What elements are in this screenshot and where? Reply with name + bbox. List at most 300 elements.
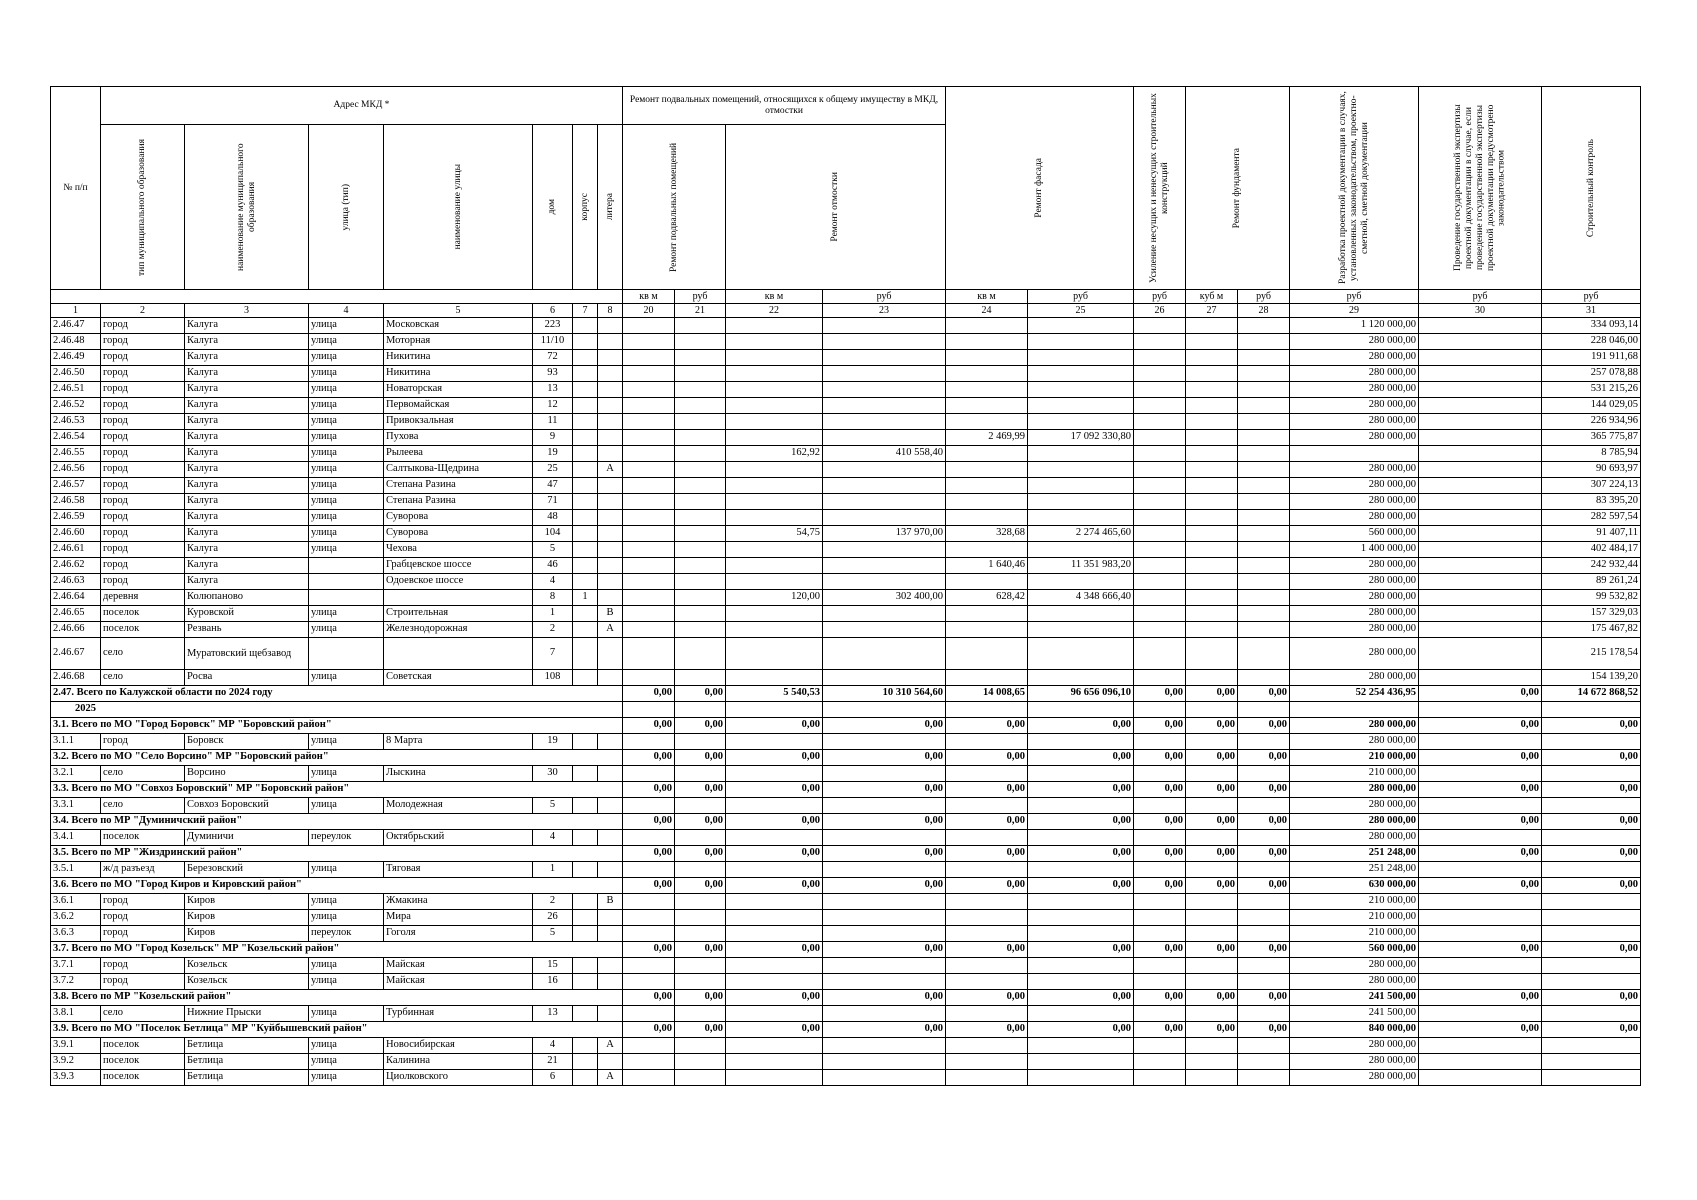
subtotal-cell: 0,00 — [675, 1022, 726, 1038]
table-row — [51, 334, 1641, 350]
table-cell: 280 000,00 — [1290, 974, 1419, 990]
table-cell — [1419, 910, 1542, 926]
table-cell — [1419, 622, 1542, 638]
subtotal-cell: 0,00 — [675, 814, 726, 830]
table-cell: Строительная — [384, 606, 533, 622]
table-cell — [1028, 414, 1134, 430]
table-cell — [1238, 414, 1290, 430]
table-cell — [1134, 798, 1186, 814]
table-row — [51, 734, 1641, 750]
subtotal-cell: 0,00 — [1542, 990, 1641, 1006]
table-cell — [1186, 526, 1238, 542]
table-cell — [1134, 606, 1186, 622]
table-cell — [726, 798, 823, 814]
table-cell — [1419, 318, 1542, 334]
table-cell — [946, 926, 1028, 942]
table-cell: улица — [309, 1070, 384, 1086]
table-cell — [1186, 414, 1238, 430]
table-cell — [1238, 510, 1290, 526]
table-row — [51, 798, 1641, 814]
table-cell: 280 000,00 — [1290, 1070, 1419, 1086]
table-cell: Муратовский щебзавод — [185, 638, 309, 670]
table-cell: 1 — [533, 862, 573, 878]
table-cell: Советская — [384, 670, 533, 686]
table-cell — [309, 558, 384, 574]
table-cell: Калуга — [185, 398, 309, 414]
table-cell: 25 — [533, 462, 573, 478]
table-cell — [1186, 958, 1238, 974]
subtotal-cell: 0,00 — [623, 942, 675, 958]
table-cell: Киров — [185, 910, 309, 926]
table-cell — [946, 334, 1028, 350]
table-cell — [573, 830, 598, 846]
column-index-cell: 29 — [1290, 304, 1419, 318]
subtotal-cell: 0,00 — [823, 718, 946, 734]
subtotal-cell: 0,00 — [623, 782, 675, 798]
subtotal-label: 3.9. Всего по МО "Поселок Бетлица" МР "Куйбышевский район" — [51, 1022, 623, 1038]
table-cell — [623, 734, 675, 750]
table-cell — [598, 862, 623, 878]
subtotal-cell: 0,00 — [1238, 990, 1290, 1006]
table-cell — [726, 862, 823, 878]
subtotal-cell: 0,00 — [823, 750, 946, 766]
subtotal-label: 3.8. Всего по МР "Козельский район" — [51, 990, 623, 1006]
table-cell — [1134, 638, 1186, 670]
table-cell — [946, 542, 1028, 558]
table-cell — [1186, 398, 1238, 414]
table-cell — [675, 606, 726, 622]
col-header-reinforcement-text: Усиление несущих и ненесущих строительных конструкций — [1148, 93, 1170, 283]
table-cell — [623, 398, 675, 414]
table-cell: 215 178,54 — [1542, 638, 1641, 670]
col-header-mo-type-text: тип муниципального образования — [137, 138, 148, 276]
table-cell: Калуга — [185, 494, 309, 510]
col-header-house — [533, 125, 573, 290]
col-header-street-type — [309, 125, 384, 290]
table-cell — [1186, 766, 1238, 782]
table-cell — [946, 702, 1028, 718]
table-row — [51, 622, 1641, 638]
table-cell: 13 — [533, 382, 573, 398]
table-cell: 280 000,00 — [1290, 606, 1419, 622]
table-cell — [675, 1038, 726, 1054]
table-cell — [1186, 910, 1238, 926]
table-cell — [598, 974, 623, 990]
table-cell — [1419, 478, 1542, 494]
table-cell — [598, 366, 623, 382]
col-header-street-name-text: наименование улицы — [452, 164, 463, 250]
table-cell — [1134, 734, 1186, 750]
table-cell: 280 000,00 — [1290, 958, 1419, 974]
table-cell — [1134, 382, 1186, 398]
table-cell: Суворова — [384, 526, 533, 542]
table-cell — [823, 398, 946, 414]
table-cell — [1186, 622, 1238, 638]
table-cell — [1028, 894, 1134, 910]
table-cell — [823, 350, 946, 366]
table-cell — [675, 494, 726, 510]
table-cell — [675, 638, 726, 670]
table-row — [51, 830, 1641, 846]
table-cell — [946, 478, 1028, 494]
table-cell — [946, 1070, 1028, 1086]
table-cell — [623, 926, 675, 942]
subtotal-cell: 0,00 — [623, 814, 675, 830]
table-cell: 99 532,82 — [1542, 590, 1641, 606]
table-cell: 280 000,00 — [1290, 1054, 1419, 1070]
table-cell — [675, 446, 726, 462]
subtotal-label: 3.4. Всего по МР "Думиничский район" — [51, 814, 623, 830]
table-cell — [1028, 366, 1134, 382]
table-cell — [309, 590, 384, 606]
table-cell — [1134, 830, 1186, 846]
column-index-cell: 3 — [185, 304, 309, 318]
col-header-building — [573, 125, 598, 290]
table-cell: 1 — [533, 606, 573, 622]
table-cell — [598, 638, 623, 670]
table-cell — [1238, 702, 1290, 718]
table-cell — [1134, 494, 1186, 510]
table-cell — [1238, 974, 1290, 990]
table-cell: Московская — [384, 318, 533, 334]
table-row — [51, 350, 1641, 366]
table-cell: Пухова — [384, 430, 533, 446]
table-cell: город — [101, 542, 185, 558]
table-cell: 280 000,00 — [1290, 414, 1419, 430]
table-cell — [675, 910, 726, 926]
col-header-num: № п/п — [51, 87, 101, 290]
table-cell — [823, 1038, 946, 1054]
table-cell — [598, 494, 623, 510]
subtotal-cell: 0,00 — [1238, 718, 1290, 734]
table-cell: Калуга — [185, 350, 309, 366]
table-cell — [384, 590, 533, 606]
table-cell: 191 911,68 — [1542, 350, 1641, 366]
table-cell — [1186, 606, 1238, 622]
subtotal-cell: 0,00 — [946, 814, 1028, 830]
table-cell: Калуга — [185, 558, 309, 574]
table-cell: 54,75 — [726, 526, 823, 542]
subtotal-cell: 0,00 — [823, 1022, 946, 1038]
column-index-cell: 31 — [1542, 304, 1641, 318]
subtotal-cell: 0,00 — [1419, 750, 1542, 766]
table-cell — [1134, 590, 1186, 606]
table-cell: Моторная — [384, 334, 533, 350]
table-cell: 16 — [533, 974, 573, 990]
table-cell — [573, 798, 598, 814]
col-header-design-docs-text: Разработка проектной документации в случаях, установленных законодательством, проектно-сметной, сметной документации — [1337, 91, 1370, 285]
table-cell — [946, 494, 1028, 510]
table-cell — [675, 526, 726, 542]
table-cell: Турбинная — [384, 1006, 533, 1022]
table-cell — [726, 574, 823, 590]
table-cell: 257 078,88 — [1542, 366, 1641, 382]
table-cell — [573, 558, 598, 574]
table-cell — [1419, 798, 1542, 814]
table-cell — [1542, 766, 1641, 782]
table-cell — [1238, 382, 1290, 398]
col-header-address: Адрес МКД * — [101, 87, 623, 125]
table-cell — [946, 894, 1028, 910]
subtotal-cell: 0,00 — [823, 878, 946, 894]
table-cell — [1238, 1070, 1290, 1086]
table-cell — [1419, 1070, 1542, 1086]
table-cell — [726, 766, 823, 782]
table-cell — [946, 766, 1028, 782]
table-cell: Майская — [384, 974, 533, 990]
table-cell — [1186, 590, 1238, 606]
table-cell — [726, 510, 823, 526]
table-cell: город — [101, 558, 185, 574]
table-cell — [726, 926, 823, 942]
subtotal-cell: 0,00 — [1134, 990, 1186, 1006]
table-cell — [1028, 622, 1134, 638]
table-cell — [1419, 926, 1542, 942]
table-cell — [623, 462, 675, 478]
table-cell — [309, 638, 384, 670]
table-cell: 5 — [533, 798, 573, 814]
table-cell: 11/10 — [533, 334, 573, 350]
table-cell: 5 — [533, 542, 573, 558]
table-cell: 628,42 — [946, 590, 1028, 606]
column-index-cell: 24 — [946, 304, 1028, 318]
table-cell: 210 000,00 — [1290, 894, 1419, 910]
col-header-letter — [598, 125, 623, 290]
table-cell — [1028, 702, 1134, 718]
table-cell: 1 400 000,00 — [1290, 542, 1419, 558]
table-cell: 48 — [533, 510, 573, 526]
table-cell: 307 224,13 — [1542, 478, 1641, 494]
table-cell — [573, 574, 598, 590]
table-cell — [1134, 430, 1186, 446]
table-cell — [1028, 830, 1134, 846]
table-cell — [598, 478, 623, 494]
table-cell: город — [101, 462, 185, 478]
subtotal-row — [51, 1022, 1641, 1038]
table-cell: 328,68 — [946, 526, 1028, 542]
table-cell: переулок — [309, 830, 384, 846]
table-cell: город — [101, 414, 185, 430]
subtotal-cell: 280 000,00 — [1290, 782, 1419, 798]
table-cell — [623, 606, 675, 622]
col-header-facade — [946, 87, 1134, 290]
table-cell — [1134, 398, 1186, 414]
table-cell — [1028, 1038, 1134, 1054]
table-cell: город — [101, 958, 185, 974]
table-cell: Железнодорожная — [384, 622, 533, 638]
table-cell — [1419, 766, 1542, 782]
subtotal-cell: 0,00 — [823, 814, 946, 830]
col-header-mo-name-text: наименование муниципального образования — [235, 143, 257, 271]
table-cell — [1028, 926, 1134, 942]
table-row — [51, 638, 1641, 670]
table-row — [51, 366, 1641, 382]
table-cell — [1238, 462, 1290, 478]
table-cell — [1419, 382, 1542, 398]
units-row — [51, 290, 1641, 304]
column-index-cell: 7 — [573, 304, 598, 318]
table-cell — [1419, 494, 1542, 510]
table-cell: 280 000,00 — [1290, 366, 1419, 382]
subtotal-cell: 241 500,00 — [1290, 990, 1419, 1006]
table-cell — [1186, 366, 1238, 382]
table-cell: Березовский — [185, 862, 309, 878]
table-cell: В — [598, 606, 623, 622]
table-cell — [1134, 702, 1186, 718]
table-cell — [1542, 958, 1641, 974]
subtotal-cell: 0,00 — [726, 718, 823, 734]
table-cell: село — [101, 670, 185, 686]
table-cell: Бетлица — [185, 1070, 309, 1086]
table-cell — [598, 542, 623, 558]
table-cell: 93 — [533, 366, 573, 382]
table-cell — [1134, 334, 1186, 350]
table-cell — [1238, 910, 1290, 926]
table-cell: 402 484,17 — [1542, 542, 1641, 558]
table-cell — [623, 1006, 675, 1022]
table-cell — [623, 350, 675, 366]
table-cell — [1134, 318, 1186, 334]
table-cell: 3.4.1 — [51, 830, 101, 846]
table-cell: Тяговая — [384, 862, 533, 878]
table-cell — [1542, 734, 1641, 750]
table-cell — [823, 1070, 946, 1086]
table-cell — [946, 366, 1028, 382]
table-cell — [1186, 1038, 1238, 1054]
table-cell — [623, 830, 675, 846]
table-cell — [1028, 510, 1134, 526]
table-cell — [1028, 494, 1134, 510]
table-cell — [1186, 462, 1238, 478]
table-cell — [1186, 510, 1238, 526]
table-row — [51, 478, 1641, 494]
subtotal-cell: 0,00 — [1542, 782, 1641, 798]
subtotal-cell: 0,00 — [1134, 718, 1186, 734]
table-cell — [573, 894, 598, 910]
table-cell — [1542, 894, 1641, 910]
table-cell — [1542, 910, 1641, 926]
table-cell — [598, 830, 623, 846]
col-header-building-text: корпус — [579, 193, 590, 221]
table-cell: 2.46.49 — [51, 350, 101, 366]
table-cell: город — [101, 382, 185, 398]
table-cell: 280 000,00 — [1290, 590, 1419, 606]
subtotal-cell: 0,00 — [675, 686, 726, 702]
table-cell — [573, 350, 598, 366]
table-cell — [1542, 798, 1641, 814]
table-cell: 108 — [533, 670, 573, 686]
table-cell — [1238, 350, 1290, 366]
table-cell: Калуга — [185, 366, 309, 382]
table-cell: поселок — [101, 1054, 185, 1070]
table-cell: 280 000,00 — [1290, 350, 1419, 366]
table-cell: 334 093,14 — [1542, 318, 1641, 334]
table-cell: город — [101, 910, 185, 926]
table-cell — [726, 382, 823, 398]
subtotal-cell: 0,00 — [1028, 846, 1134, 862]
subtotal-cell: 0,00 — [1028, 750, 1134, 766]
unit-cell: руб — [1238, 290, 1290, 304]
table-cell: 2.46.68 — [51, 670, 101, 686]
table-cell — [946, 446, 1028, 462]
table-cell — [598, 798, 623, 814]
subtotal-row — [51, 878, 1641, 894]
table-cell — [573, 670, 598, 686]
subtotal-cell: 280 000,00 — [1290, 814, 1419, 830]
table-cell — [726, 398, 823, 414]
table-cell — [823, 926, 946, 942]
table-cell — [309, 574, 384, 590]
table-cell: Калуга — [185, 318, 309, 334]
column-index-cell: 5 — [384, 304, 533, 318]
table-cell — [1419, 1006, 1542, 1022]
table-cell: улица — [309, 622, 384, 638]
table-cell: 280 000,00 — [1290, 830, 1419, 846]
table-cell: улица — [309, 1006, 384, 1022]
table-cell: поселок — [101, 830, 185, 846]
subtotal-cell: 0,00 — [1186, 718, 1238, 734]
table-cell: Гоголя — [384, 926, 533, 942]
subtotal-cell: 0,00 — [946, 846, 1028, 862]
subtotal-cell: 0,00 — [1542, 718, 1641, 734]
table-cell — [675, 766, 726, 782]
table-cell: Жмакина — [384, 894, 533, 910]
table-cell — [675, 382, 726, 398]
table-cell — [823, 558, 946, 574]
table-cell: 2.46.63 — [51, 574, 101, 590]
table-cell — [1028, 606, 1134, 622]
table-cell: 1 120 000,00 — [1290, 318, 1419, 334]
table-cell: Бетлица — [185, 1054, 309, 1070]
table-cell — [573, 734, 598, 750]
subtotal-cell: 0,00 — [1419, 1022, 1542, 1038]
table-cell: 4 — [533, 574, 573, 590]
table-cell: 11 351 983,20 — [1028, 558, 1134, 574]
table-cell — [1419, 1038, 1542, 1054]
table-cell — [946, 350, 1028, 366]
table-cell: улица — [309, 1054, 384, 1070]
table-cell — [675, 350, 726, 366]
column-index-cell: 4 — [309, 304, 384, 318]
table-cell: улица — [309, 670, 384, 686]
table-cell: 154 139,20 — [1542, 670, 1641, 686]
table-cell — [1419, 1054, 1542, 1070]
table-cell: 3.3.1 — [51, 798, 101, 814]
table-cell — [823, 574, 946, 590]
table-cell: Циолковского — [384, 1070, 533, 1086]
table-cell: 2.46.52 — [51, 398, 101, 414]
table-cell — [1419, 894, 1542, 910]
table-cell — [726, 318, 823, 334]
table-cell — [726, 542, 823, 558]
table-cell — [1419, 590, 1542, 606]
table-cell — [675, 622, 726, 638]
table-cell — [573, 430, 598, 446]
table-cell: 365 775,87 — [1542, 430, 1641, 446]
subtotal-cell: 0,00 — [675, 782, 726, 798]
table-cell — [1134, 446, 1186, 462]
table-cell — [623, 702, 675, 718]
table-cell — [623, 638, 675, 670]
table-cell: Новосибирская — [384, 1038, 533, 1054]
table-cell — [1134, 766, 1186, 782]
table-cell — [598, 526, 623, 542]
subtotal-cell: 280 000,00 — [1290, 718, 1419, 734]
table-cell: 531 215,26 — [1542, 382, 1641, 398]
table-cell — [1238, 334, 1290, 350]
table-row — [51, 1054, 1641, 1070]
table-cell — [573, 1054, 598, 1070]
